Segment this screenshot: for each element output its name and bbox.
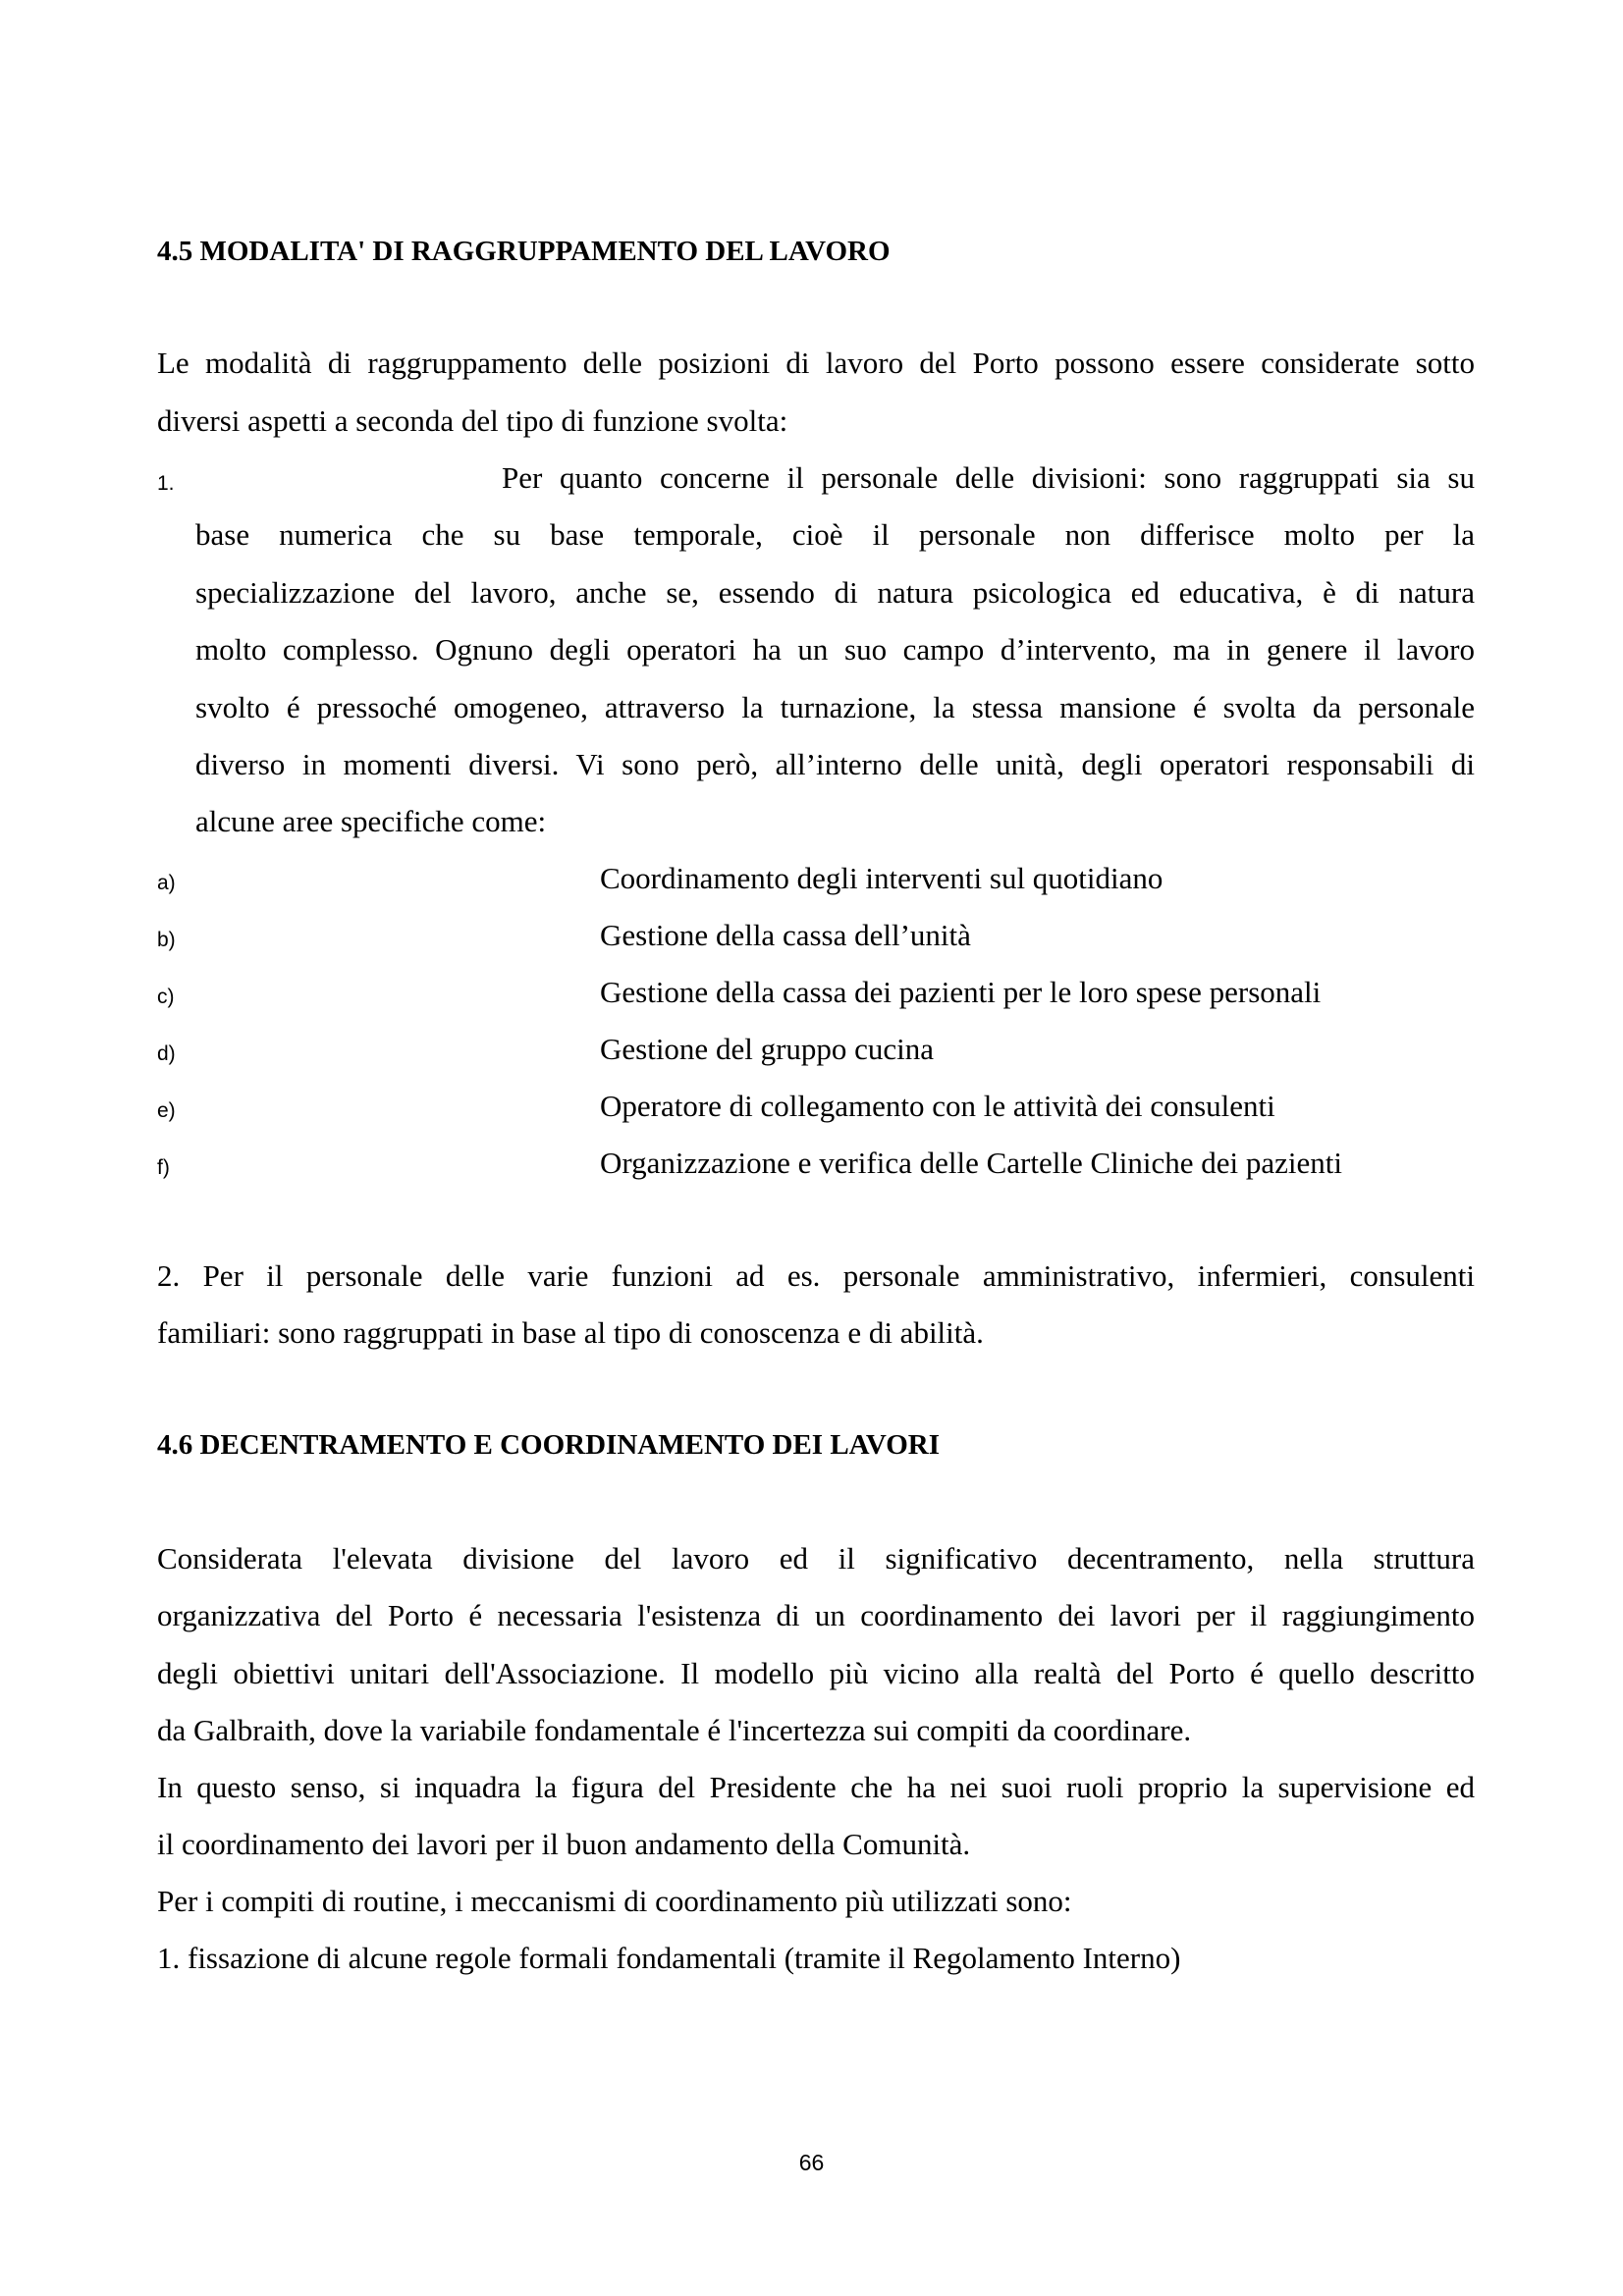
sub-item-text: Gestione della cassa dei pazienti per le loro spese personali [600,975,1322,1009]
sub-item-letter: e) [157,1099,176,1122]
intro-line-2: diversi aspetti a seconda del tipo di funzione svolta: [157,403,788,438]
p2-line-2: il coordinamento dei lavori per il buon andamento della Comunità. [157,1827,971,1861]
item1-line-7: alcune aree specifiche come: [195,804,547,838]
sub-item-text: Coordinamento degli interventi sul quotidiano [600,861,1163,895]
item1-line-1: Per quanto concerne il personale delle divisioni: sono raggruppati sia su [502,460,1475,495]
sub-item-letter: f) [157,1156,170,1179]
sub-item-text: Operatore di collegamento con le attività dei consulenti [600,1089,1275,1123]
intro-line-1: Le modalità di raggruppamento delle posizioni di lavoro del Porto possono essere considerate sotto [157,346,1475,380]
sub-item-text: Gestione del gruppo cucina [600,1032,935,1066]
sub-item-letter: a) [157,872,176,894]
item1-line-5: svolto é pressoché omogeneo, attraverso la turnazione, la stessa mansione é svolta da personale [195,690,1475,724]
p1-line-1: Considerata l'elevata divisione del lavoro ed il significativo decentramento, nella struttura [157,1541,1475,1575]
p4-line-1: 1. fissazione di alcune regole formali fondamentali (tramite il Regolamento Interno) [157,1941,1181,1975]
page-number: 66 [798,2150,825,2175]
sub-item-text: Gestione della cassa dell’unità [600,918,971,952]
item1-line-3: specializzazione del lavoro, anche se, essendo di natura psicologica ed educativa, è di natura [195,575,1475,610]
p2-line-1: In questo senso, si inquadra la figura del Presidente che ha nei suoi ruoli proprio la supervisione ed [157,1770,1475,1804]
section-4-5-heading: 4.5 MODALITA' DI RAGGRUPPAMENTO DEL LAVORO [157,236,891,267]
sub-item-text: Organizzazione e verifica delle Cartelle Cliniche dei pazienti [600,1146,1342,1180]
p1-line-4: da Galbraith, dove la variabile fondamentale é l'incertezza sui compiti da coordinare. [157,1713,1192,1747]
sub-item-letter: d) [157,1042,176,1065]
item1-line-4: molto complesso. Ognuno degli operatori ha un suo campo d’intervento, ma in genere il lavoro [195,632,1475,667]
section-4-6-heading: 4.6 DECENTRAMENTO E COORDINAMENTO DEI LAVORI [157,1429,941,1461]
sub-item-letter: c) [157,986,175,1008]
p1-line-2: organizzativa del Porto é necessaria l'esistenza di un coordinamento dei lavori per il raggiungimento [157,1598,1475,1632]
list-item-number: 1. [157,472,175,495]
p1-line-3: degli obiettivi unitari dell'Associazione. Il modello più vicino alla realtà del Porto é quello descritto [157,1656,1475,1690]
p3-line-1: Per i compiti di routine, i meccanismi di coordinamento più utilizzati sono: [157,1884,1072,1918]
item1-line-2: base numerica che su base temporale, cioè il personale non differisce molto per la [195,517,1475,552]
item1-line-6: diverso in momenti diversi. Vi sono però, all’interno delle unità, degli operatori responsabili di [195,747,1475,781]
sub-item-letter: b) [157,929,176,951]
item2-line-2: familiari: sono raggruppati in base al tipo di conoscenza e di abilità. [157,1315,984,1350]
item2-line-1: 2. Per il personale delle varie funzioni ad es. personale amministrativo, infermieri, consulenti [157,1258,1475,1293]
